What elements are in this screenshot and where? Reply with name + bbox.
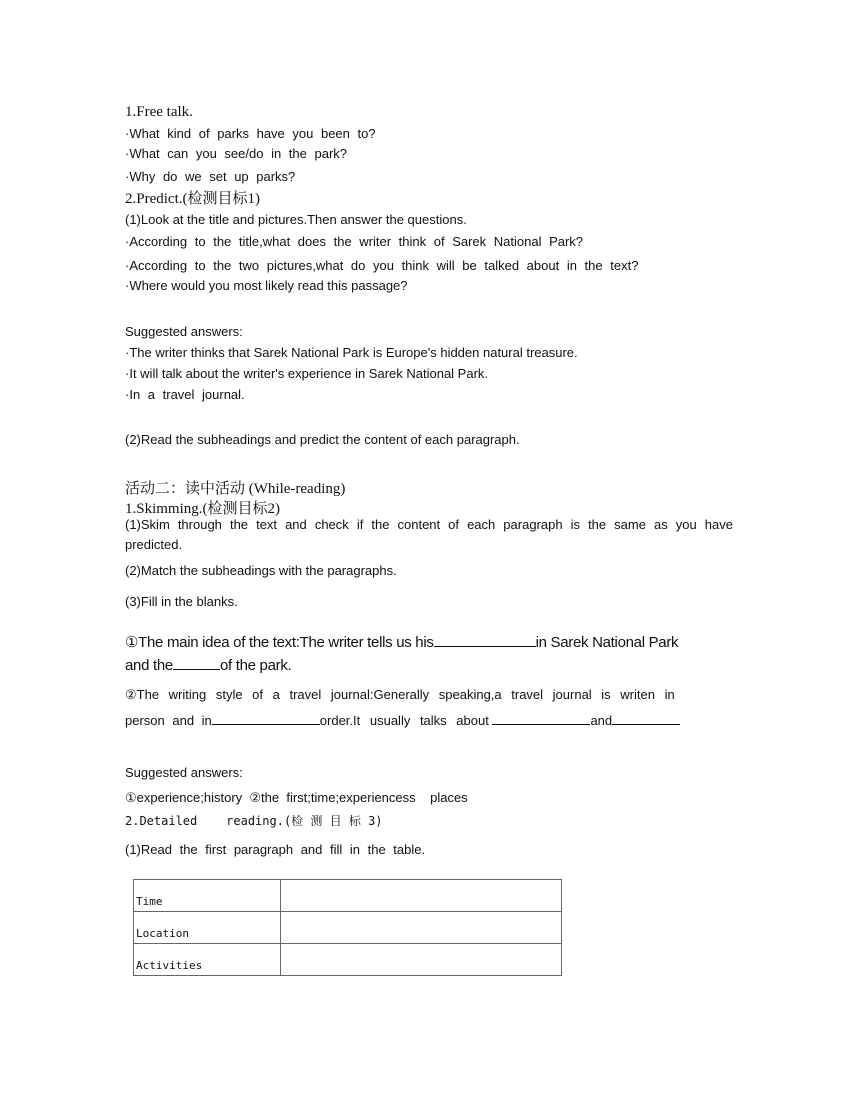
predict-answer-3: ·In a travel journal. xyxy=(125,387,245,402)
table-cell-location-label: Location xyxy=(134,912,281,944)
free-talk-question-3: ·Why do we set up parks? xyxy=(125,169,296,184)
answer-blank[interactable] xyxy=(434,634,536,647)
fill-blank-answers-label: Suggested answers: xyxy=(125,765,243,780)
table-row xyxy=(134,912,562,944)
table-row xyxy=(134,944,562,976)
fill-blank-line-3: ②The writing style of a travel journal:Generally speaking,a travel journal is writen in xyxy=(125,687,675,702)
predict-question-1: ·According to the title,what does the writer think of Sarek National Park? xyxy=(125,234,584,249)
skimming-step-1: (1)Skim through the text and check if the content of each paragraph is the same as you have predicted. xyxy=(125,517,733,552)
answer-blank[interactable] xyxy=(492,712,590,725)
free-talk-question-2: ·What can you see/do in the park? xyxy=(125,146,348,161)
predict-instruction-2: (2)Read the subheadings and predict the content of each paragraph. xyxy=(125,432,520,447)
fill-blank-text-1b: in Sarek National Park xyxy=(535,634,679,651)
predict-question-2: ·According to the two pictures,what do you think will be talked about in the text? xyxy=(125,258,639,273)
info-table xyxy=(133,879,562,976)
answer-blank[interactable] xyxy=(173,657,220,670)
table-cell-activities-value[interactable] xyxy=(281,944,562,976)
skimming-heading: 1.Skimming.(检测目标2) xyxy=(125,501,281,517)
skimming-step-2: (2)Match the subheadings with the paragraphs. xyxy=(125,563,397,578)
fill-blank-text-2d: and xyxy=(590,713,613,728)
fill-blank-text-1a: ①The main idea of the text:The writer tells us his xyxy=(125,634,434,651)
predict-answers-label: Suggested answers: xyxy=(125,324,243,339)
table-cell-location-value[interactable] xyxy=(281,912,562,944)
detailed-reading-heading: 2.Detailed reading.(检 测 目 标 3) xyxy=(125,814,383,828)
detailed-reading-instruction: (1)Read the first paragraph and fill in the table. xyxy=(125,842,426,857)
fill-blank-text-2b: person and in xyxy=(125,713,212,728)
skimming-step-3: (3)Fill in the blanks. xyxy=(125,594,238,609)
predict-answer-2: ·It will talk about the writer's experience in Sarek National Park. xyxy=(125,366,489,381)
fill-blank-line-4 xyxy=(125,712,680,728)
predict-heading: 2.Predict.(检测目标1) xyxy=(125,191,260,207)
table-cell-time-value[interactable] xyxy=(281,880,562,912)
answer-blank[interactable] xyxy=(612,712,680,725)
fill-blank-text-1c: and the xyxy=(125,657,173,674)
predict-instruction: (1)Look at the title and pictures.Then answer the questions. xyxy=(125,212,467,227)
table-cell-time-label: Time xyxy=(134,880,281,912)
fill-blank-text-1d: of the park. xyxy=(219,657,292,674)
free-talk-heading: 1.Free talk. xyxy=(125,104,193,120)
free-talk-question-1: ·What kind of parks have you been to? xyxy=(125,126,376,141)
predict-question-3: ·Where would you most likely read this passage? xyxy=(125,278,408,293)
predict-answer-1: ·The writer thinks that Sarek National Park is Europe's hidden natural treasure. xyxy=(125,345,578,360)
fill-blank-line-2 xyxy=(125,657,291,674)
table-row xyxy=(134,880,562,912)
answer-blank[interactable] xyxy=(212,712,320,725)
table-cell-activities-label: Activities xyxy=(134,944,281,976)
fill-blank-text-2c: order.It usually talks about xyxy=(319,713,489,728)
activity2-heading: 活动二：读中活动 (While-reading) xyxy=(125,481,346,497)
fill-blank-answers: ①experience;history ②the first;time;experiencess places xyxy=(125,790,468,805)
fill-blank-line-1 xyxy=(125,633,678,651)
